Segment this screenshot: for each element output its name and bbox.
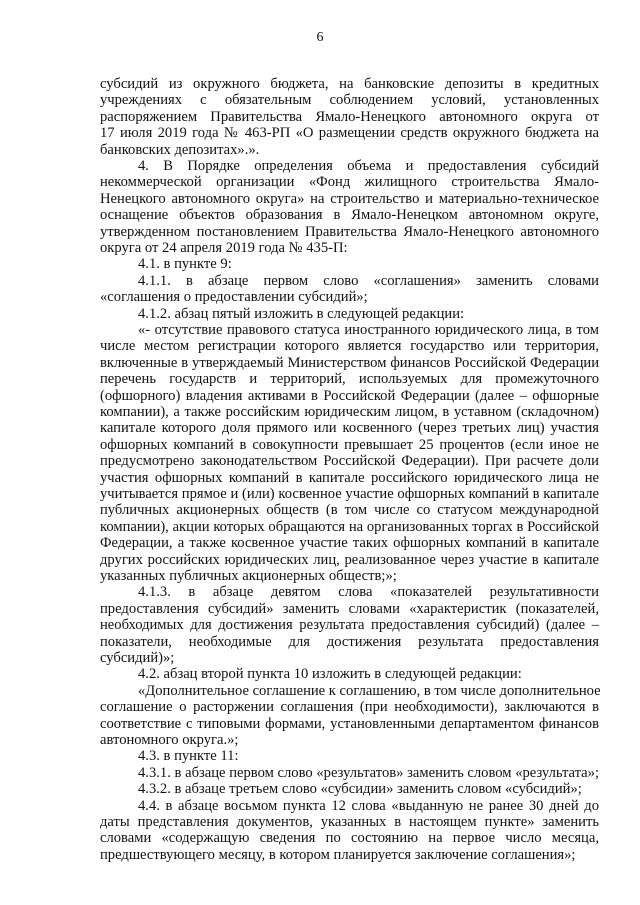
text-line: 4.1. в пункте 9: [138,256,232,273]
text-line: компании), а также российским юридическим лицом, в уставном (складочном) [100,404,599,420]
text-line: предоставления субсидий» заменить словами «характеристик (показателей, [100,600,599,617]
text-line: 4. В Порядке определения объема и предоставления субсидий [138,158,599,174]
text-line: «- отсутствие правового статуса иностранного юридического лица, в том [138,322,599,338]
text-line: распоряжением Правительства Ямало-Ненецкого автономного округа от [100,108,599,125]
text-line: показатели, необходимые для достижения результата предоставления [100,633,599,650]
text-line: 4.4. в абзаце восьмом пункта 12 слова «выданную не ранее 30 дней до [138,797,599,814]
text-line: предусмотрено законодательством Российской Федерации). При расчете доли [100,453,599,470]
text-line: указанных публичных акционерных обществ;»; [100,568,397,584]
text-line: автономного округа.»; [100,732,239,748]
text-line: даты представления документов, указанных в настоящем пункте» заменить [100,814,599,830]
text-line: 4.3.2. в абзаце третьем слово «субсидии» заменить словом «субсидий»; [138,781,582,798]
text-line: капитале которого доля прямого или косвенного (через третьих лиц) участия [100,420,599,437]
text-line: «Дополнительное соглашение к соглашению, в том числе дополнительное [138,682,601,699]
text-line: 4.1.3. в абзаце девятом слова «показателей результативности [138,584,599,601]
text-line: предшествующего месяцу, в котором планируется заключение соглашения»; [100,846,576,863]
text-line: Федерации, а также косвенное участие таких офшорных компаний в капитале [100,535,599,552]
text-line: субсидий)»; [100,650,175,666]
text-line: банковских депозитах».». [100,141,260,158]
text-line: (офшорного) владения активами в Российской Федерации (далее – офшорные [100,387,599,404]
text-line: учреждениях с обязательным соблюдением условий, установленных [100,92,599,109]
text-line: других российских юридических лиц, реализованное через участие в капитале [100,551,599,568]
text-line: соглашение о расторжении соглашения (при необходимости), заключаются в [100,699,599,716]
text-line: 4.3. в пункте 11: [138,748,239,765]
text-line: 4.2. абзац второй пункта 10 изложить в следующей редакции: [138,666,522,683]
text-line: оснащение объектов образования в Ямало-Ненецком автономном округе, [100,207,599,224]
text-line: компании), акции которых обращаются на организованных торгах в Российской [100,518,599,535]
text-line: перечень государств и территорий, используемых для промежуточного [100,371,599,388]
page-number: 6 [316,30,324,45]
text-line: округа от 24 апреля 2019 года № 435-П: [100,240,348,256]
text-line: словами «содержащую сведения по состоянию на первое число месяца, [100,830,599,847]
text-line: утвержденном постановлением Правительства Ямало-Ненецкого автономного [100,223,599,240]
text-line: учитывается прямое и (или) косвенное участие офшорных компаний в капитале [100,486,599,502]
text-line: 4.1.2. абзац пятый изложить в следующей редакции: [138,305,465,322]
text-line: некоммерческой организации «Фонд жилищного строительства Ямало- [100,174,599,191]
text-line: 17 июля 2019 года № 463-РП «О размещении средств окружного бюджета на [100,125,599,142]
text-line: участия офшорных компаний в капитале российского юридического лица не [100,469,599,486]
text-line: субсидий из окружного бюджета, на банковские депозиты в кредитных [100,76,599,92]
text-line: публичных акционерных обществ (в том числе со статусом международной [100,502,599,519]
text-line: Ненецкого автономного округа» на строительство и материально-техническое [100,190,599,207]
text-line: 4.3.1. в абзаце первом слово «результатов» заменить словом «результата»; [138,764,599,781]
text-line: числе местом регистрации которого является государство или территория, [100,338,599,355]
text-line: соответствие с типовыми формами, установленными департаментом финансов [100,715,599,732]
text-line: необходимых для достижения результата предоставления субсидий) (далее – [100,617,599,634]
text-line: включенные в утверждаемый Министерством финансов Российской Федерации [100,354,599,371]
text-line: «соглашения о предоставлении субсидий»; [100,289,368,306]
text-line: 4.1.1. в абзаце первом слово «соглашения» заменить словами [138,272,599,289]
text-line: офшорных компаний в совокупности превышает 25 процентов (если иное не [100,436,599,453]
